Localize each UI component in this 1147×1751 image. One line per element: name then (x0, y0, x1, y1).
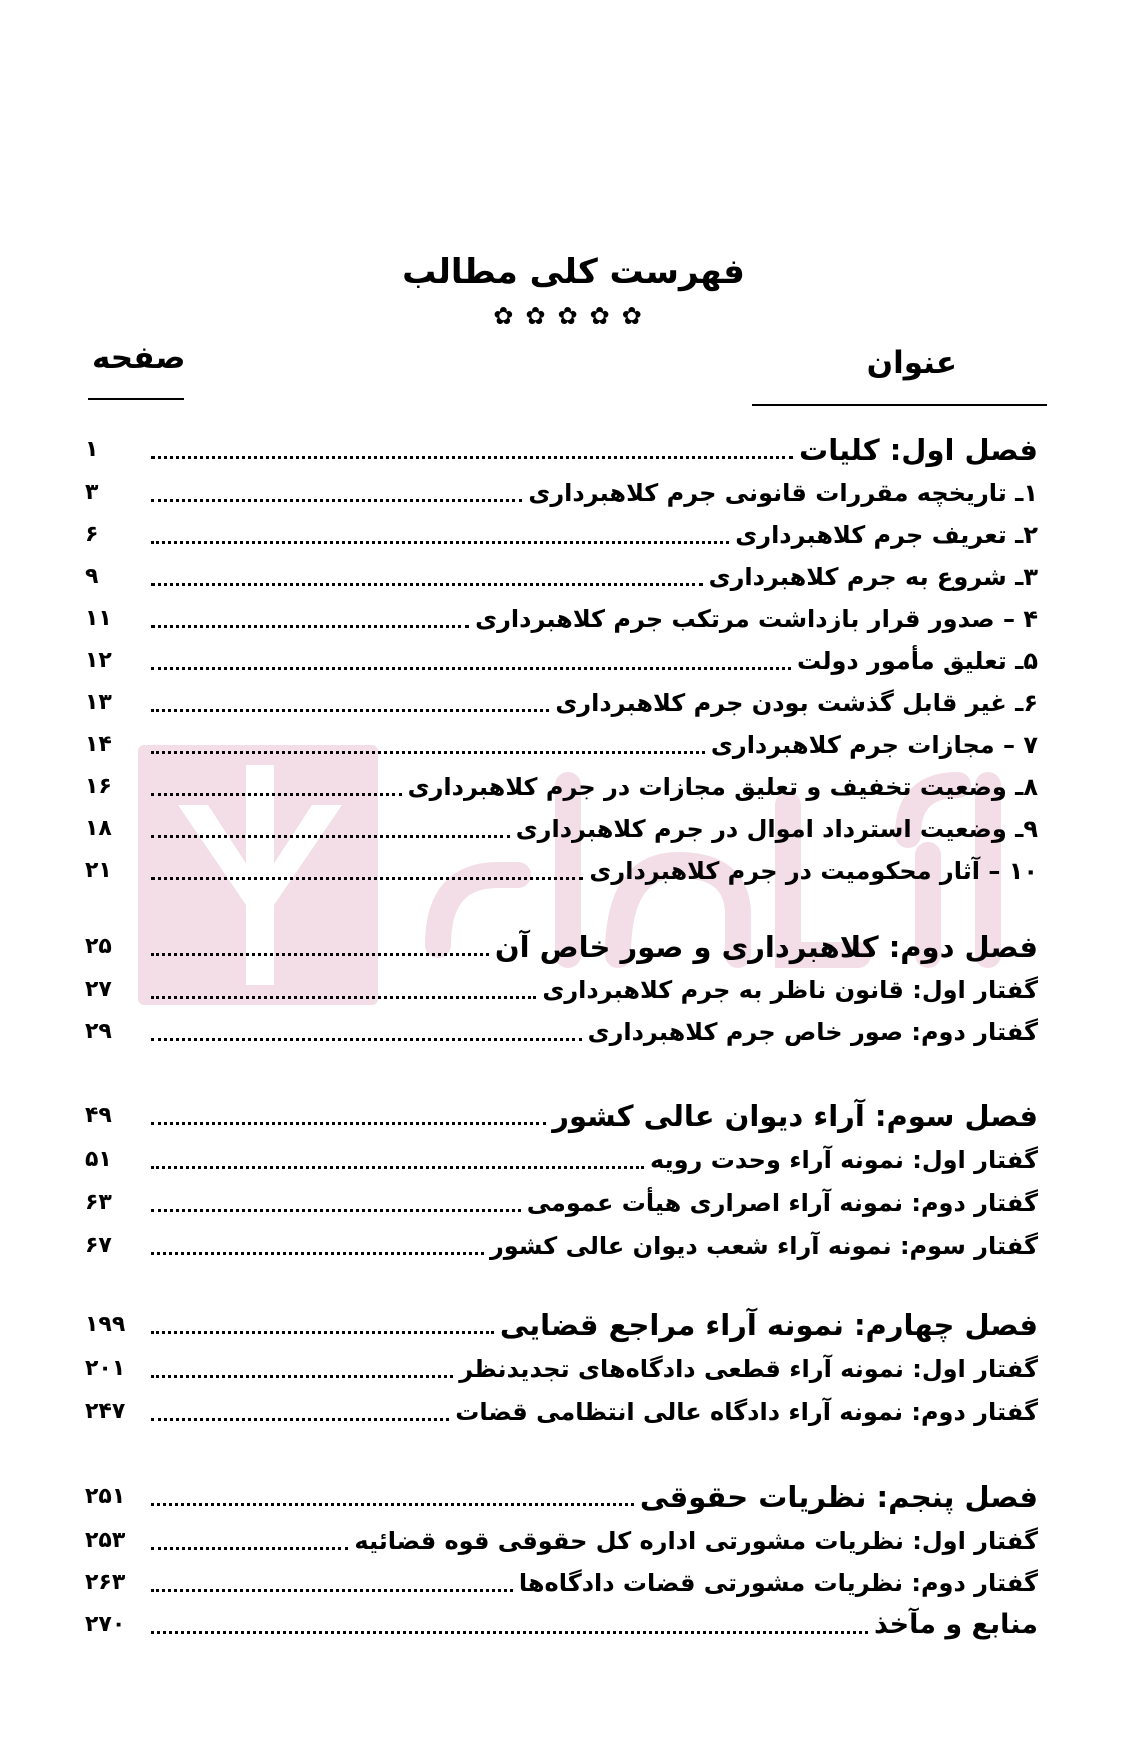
dot-leader (151, 1252, 484, 1255)
toc-row[interactable] (85, 1392, 1038, 1432)
toc-page-number: ۱۴ (85, 732, 112, 757)
toc-entry-title: گفتار اول: نمونه آراء وحدت رویه (650, 1146, 1038, 1174)
toc-page-number: ۲۵۳ (85, 1528, 126, 1553)
dot-leader (151, 996, 536, 999)
toc-page-number: ۲۱ (85, 858, 112, 883)
toc-page-number: ۱۶ (85, 774, 112, 799)
dot-leader (151, 835, 510, 838)
toc-page-number: ۶۷ (85, 1233, 112, 1258)
toc-page-number: ۱۸ (85, 816, 112, 841)
toc-row[interactable] (85, 683, 1038, 723)
dot-leader (151, 667, 791, 670)
toc-entry-title: ۱ـ تاریخچه مقررات قانونی جرم کلاهبرداری (528, 479, 1038, 507)
dot-leader (151, 953, 489, 956)
toc-row[interactable] (85, 927, 1038, 967)
dot-leader (151, 625, 469, 628)
dot-leader (151, 877, 583, 880)
dot-leader (151, 1418, 449, 1421)
dot-leader (151, 456, 793, 459)
toc-row[interactable] (85, 1096, 1038, 1136)
toc-row[interactable] (85, 1012, 1038, 1052)
ornament-stars: ✿✿✿✿✿ (493, 302, 654, 330)
toc-row[interactable] (85, 430, 1038, 470)
toc-entry-title: ۸ـ وضعیت تخفیف و تعلیق مجازات در جرم کلاهبرداری (407, 773, 1038, 801)
toc-page-number: ۲۷۰ (85, 1612, 126, 1637)
toc-row[interactable] (85, 1605, 1038, 1645)
toc-page-number: ۱۳ (85, 690, 112, 715)
toc-row[interactable] (85, 1140, 1038, 1180)
dot-leader (151, 1166, 644, 1169)
dot-leader (151, 541, 729, 544)
toc-row[interactable] (85, 1477, 1038, 1517)
toc-entry-title: ۱۰ – آثار محکومیت در جرم کلاهبرداری (589, 857, 1038, 885)
dot-leader (151, 1331, 494, 1334)
toc-row[interactable] (85, 1563, 1038, 1603)
dot-leader (151, 1631, 868, 1634)
toc-page-number: ۲۰۱ (85, 1356, 126, 1381)
toc-page-number: ۲۷ (85, 977, 112, 1002)
toc-row[interactable] (85, 1349, 1038, 1389)
dot-leader (151, 793, 402, 796)
toc-row[interactable] (85, 767, 1038, 807)
toc-page-number: ۹ (85, 564, 99, 589)
toc-entry-title: ۷ – مجازات جرم کلاهبرداری (710, 731, 1038, 759)
toc-entry-title: گفتار دوم: نظریات مشورتی قضات دادگاه‌ها (518, 1569, 1038, 1597)
toc-row[interactable] (85, 725, 1038, 765)
toc-row[interactable] (85, 1183, 1038, 1223)
toc-page-number: ۵۱ (85, 1147, 112, 1172)
dot-leader (151, 583, 703, 586)
toc-page-number: ۶ (85, 522, 99, 547)
toc-entry-title: فصل سوم: آراء دیوان عالی کشور (552, 1099, 1038, 1133)
dot-leader (151, 1547, 348, 1550)
toc-entry-title: ۴ – صدور قرار بازداشت مرتکب جرم کلاهبرداری (475, 605, 1038, 633)
toc-page-number: ۱۹۹ (85, 1312, 126, 1337)
toc-row[interactable] (85, 809, 1038, 849)
toc-entry-title: ۶ـ غیر قابل گذشت بودن جرم کلاهبرداری (555, 689, 1038, 717)
dot-leader (151, 1375, 453, 1378)
toc-entry-title: فصل چهارم: نمونه آراء مراجع قضایی (499, 1308, 1038, 1342)
toc-row[interactable] (85, 1521, 1038, 1561)
toc-entry-title: گفتار دوم: صور خاص جرم کلاهبرداری (587, 1018, 1038, 1046)
column-heading-title: عنوان (866, 345, 957, 381)
toc-entry-title: ۹ـ وضعیت استرداد اموال در جرم کلاهبرداری (515, 815, 1038, 843)
toc-entry-title: فصل اول: کلیات (799, 433, 1038, 467)
dot-leader (151, 751, 705, 754)
column-heading-page: صفحه (92, 340, 186, 376)
toc-page-number: ۱۲ (85, 648, 112, 673)
toc-entry-title: گفتار اول: قانون ناظر به جرم کلاهبرداری (542, 976, 1038, 1004)
toc-entry-title: گفتار دوم: نمونه آراء اصراری هیأت عمومی (526, 1189, 1038, 1217)
toc-page-number: ۲۶۳ (85, 1570, 126, 1595)
toc-entry-title: گفتار اول: نمونه آراء قطعی دادگاه‌های تجدیدنظر (459, 1355, 1038, 1383)
toc-row[interactable] (85, 641, 1038, 681)
toc-row[interactable] (85, 557, 1038, 597)
dot-leader (151, 1589, 513, 1592)
toc-entry-title: ۵ـ تعلیق مأمور دولت (797, 647, 1038, 675)
title-underline (752, 404, 1047, 406)
toc-entry-title: گفتار دوم: نمونه آراء دادگاه عالی انتظامی قضات (455, 1398, 1038, 1426)
dot-leader (151, 1209, 521, 1212)
toc-page-number: ۶۳ (85, 1190, 112, 1215)
toc-row[interactable] (85, 599, 1038, 639)
toc-page-number: ۱ (85, 437, 99, 462)
dot-leader (151, 1503, 634, 1506)
toc-row[interactable] (85, 851, 1038, 891)
dot-leader (151, 709, 549, 712)
toc-entry-title: فصل دوم: کلاهبرداری و صور خاص آن (494, 930, 1038, 964)
toc-entry-title: منابع و مآخذ (874, 1609, 1038, 1640)
toc-entry-title: گفتار اول: نظریات مشورتی اداره کل حقوقی قوه قضائیه (354, 1527, 1038, 1555)
toc-row[interactable] (85, 1226, 1038, 1266)
toc-page-number: ۱۱ (85, 606, 112, 631)
dot-leader (151, 1038, 582, 1041)
dot-leader (151, 1122, 546, 1125)
toc-row[interactable] (85, 473, 1038, 513)
dot-leader (151, 499, 522, 502)
page-underline (88, 398, 184, 400)
toc-page-number: ۲۹ (85, 1019, 112, 1044)
toc-page-number: ۲۴۷ (85, 1399, 126, 1424)
toc-entry-title: ۲ـ تعریف جرم کلاهبرداری (735, 521, 1038, 549)
page-title: فهرست کلی مطالب (402, 252, 745, 292)
toc-page-number: ۲۵ (85, 934, 112, 959)
toc-row[interactable] (85, 515, 1038, 555)
toc-page-number: ۲۵۱ (85, 1484, 126, 1509)
toc-page-number: ۳ (85, 480, 99, 505)
toc-row[interactable] (85, 970, 1038, 1010)
toc-row[interactable] (85, 1305, 1038, 1345)
toc-entry-title: فصل پنجم: نظریات حقوقی (639, 1480, 1038, 1514)
toc-page-number: ۴۹ (85, 1103, 112, 1128)
toc-entry-title: گفتار سوم: نمونه آراء شعب دیوان عالی کشور (489, 1232, 1038, 1260)
toc-entry-title: ۳ـ شروع به جرم کلاهبرداری (708, 563, 1038, 591)
